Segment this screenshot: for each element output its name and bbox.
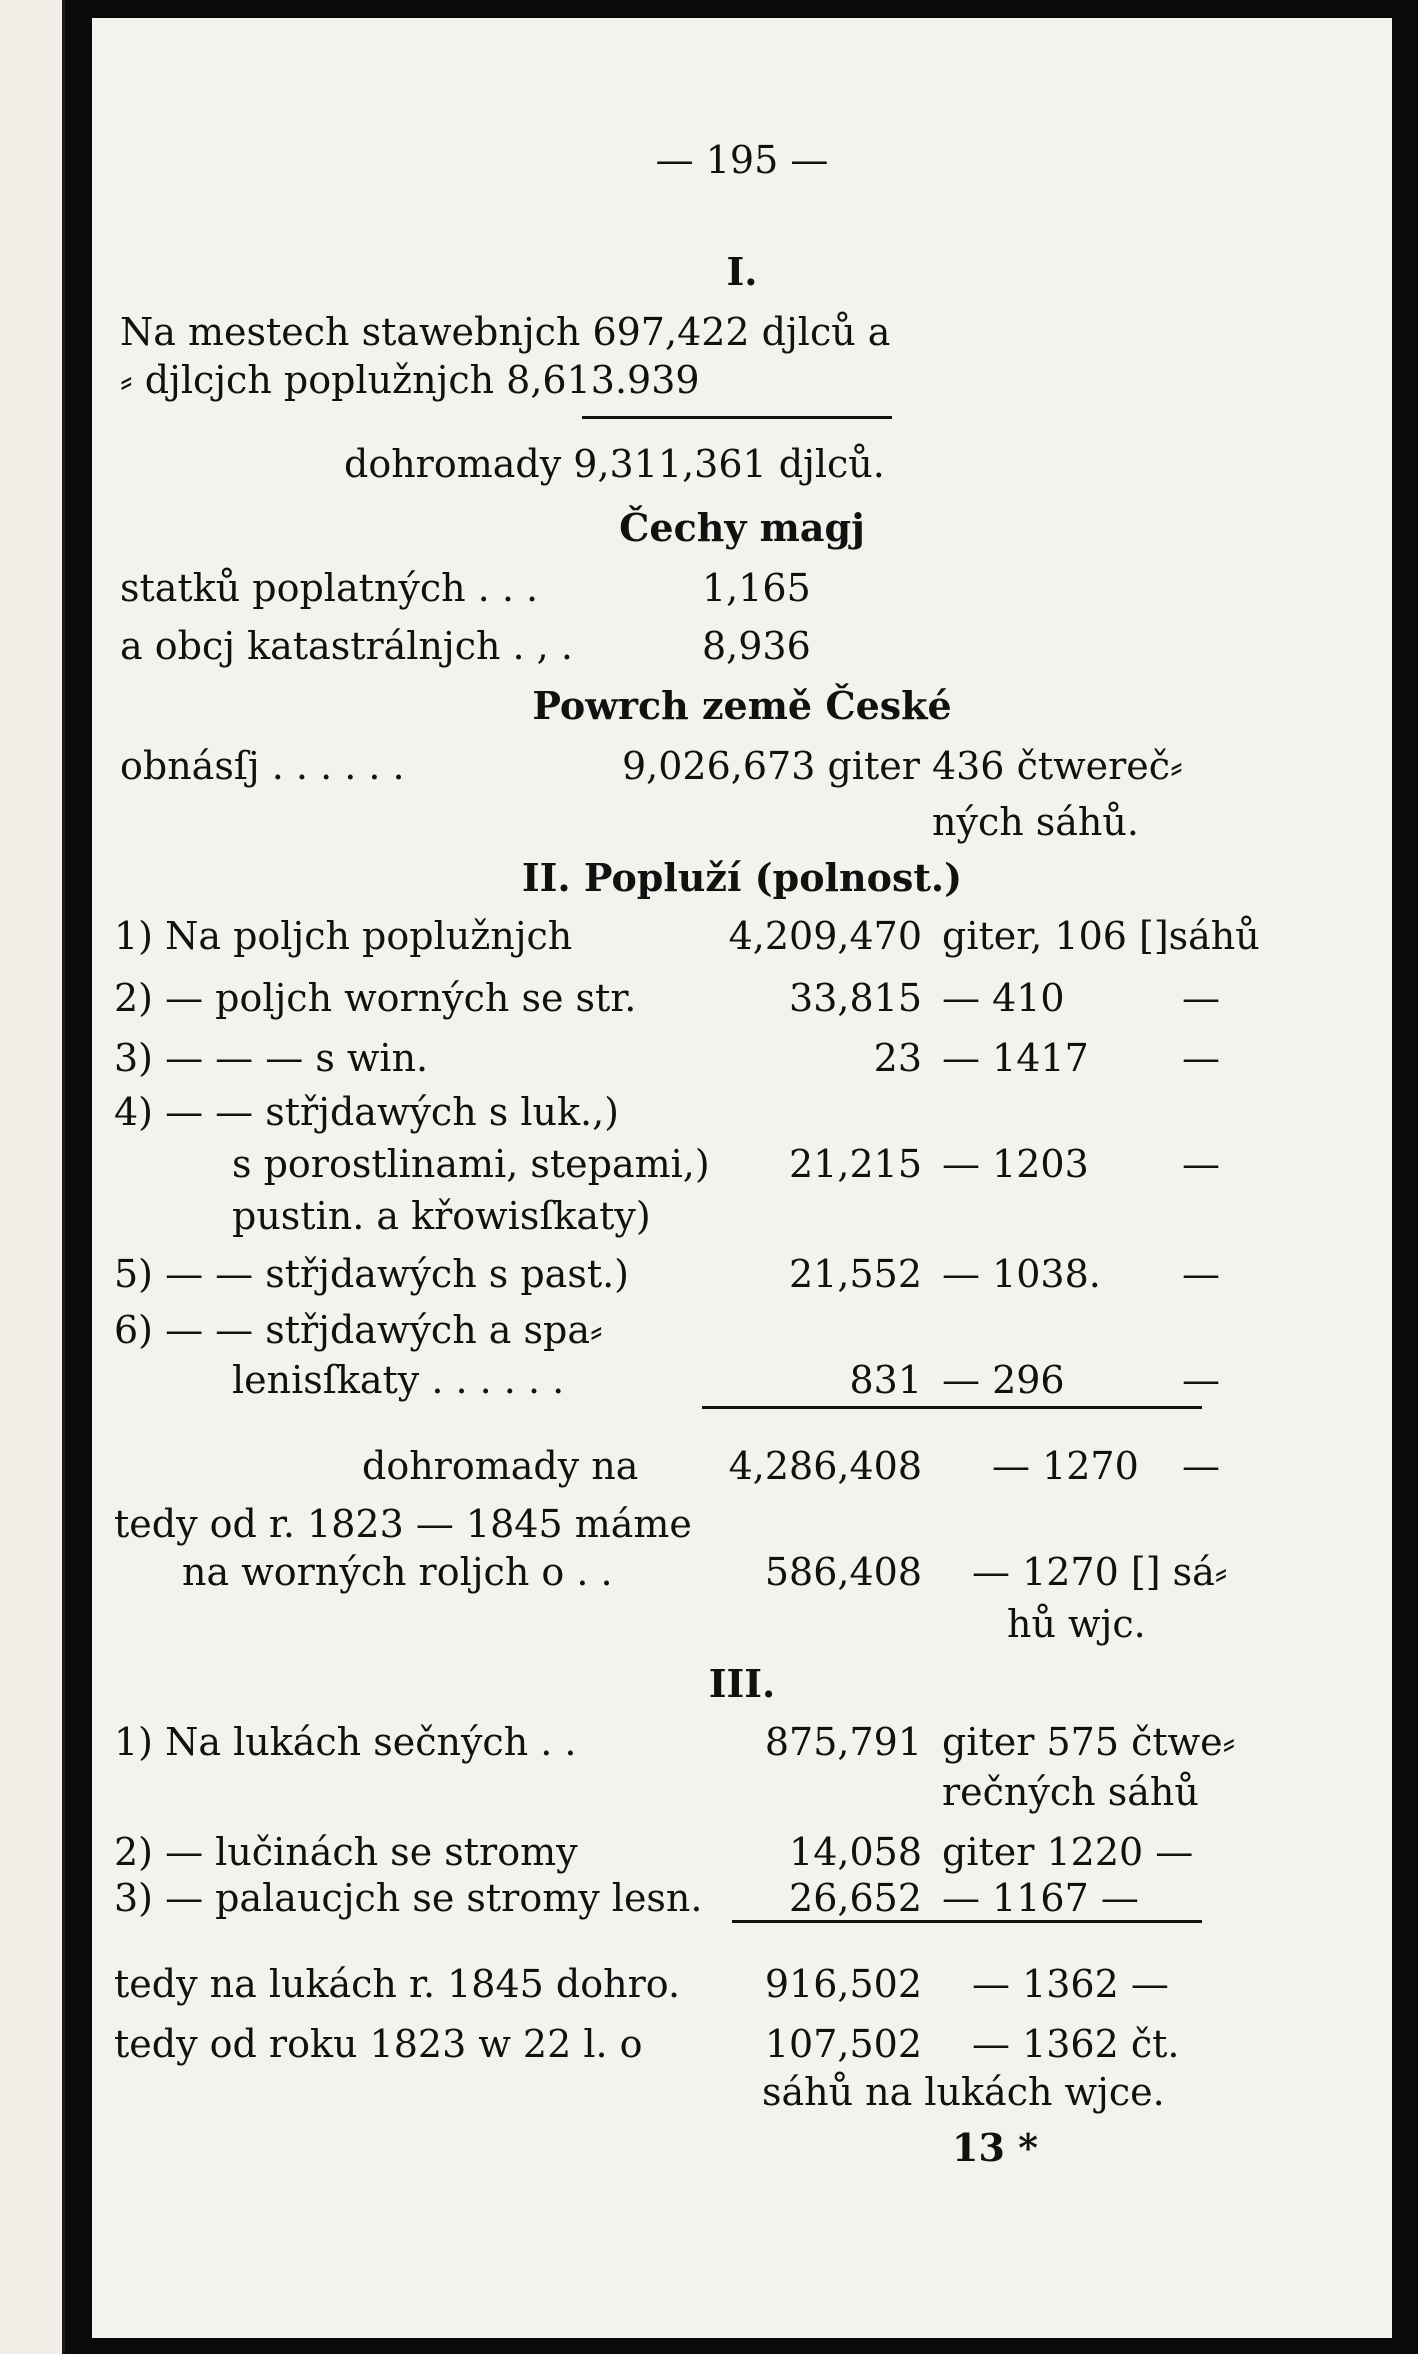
table-cell-value: — 1417 (942, 1036, 1089, 1080)
subheading: Čechy magj (619, 505, 865, 550)
row-value: 8,936 (702, 624, 811, 668)
row-value: 916,502 (764, 1962, 922, 2006)
row-value: 4,286,408 (728, 1444, 922, 1488)
row-value: 1,165 (702, 566, 811, 610)
row-value: 9,026,673 giter 436 čtwereč⸗ (622, 744, 1183, 788)
subheading: Powrch země České (532, 683, 952, 728)
text-line: tedy od r. 1823 — 1845 máme (114, 1502, 692, 1546)
table-row-label: 1) Na poljch poplužnjch (114, 914, 573, 958)
table-cell-value: 23 (873, 1036, 922, 1080)
row-label: a obcj katastrálnjch . , . (120, 624, 573, 668)
row-value: — 1270 [] sá⸗ (972, 1550, 1228, 1594)
table-row-label: 2) — poljch worných se str. (114, 976, 637, 1020)
table-cell-value: 26,652 (789, 1876, 922, 1920)
table-row-label: 5) — — střjdawých s past.) (114, 1252, 630, 1296)
table-cell-value: — (1182, 1036, 1220, 1080)
table-row-label: s porostlinami, stepami,) (232, 1142, 710, 1186)
previous-page-edge (0, 0, 65, 2354)
table-cell-value: — 1203 (942, 1142, 1089, 1186)
table-cell-value: — (1182, 976, 1220, 1020)
table-cell-value: 33,815 (789, 976, 922, 1020)
table-cell-value: — 410 (942, 976, 1065, 1020)
row-value: — (1182, 1444, 1220, 1488)
table-cell-value: giter 575 čtwe⸗ (942, 1720, 1236, 1764)
table-row-label: lenisſkaty . . . . . . (232, 1358, 565, 1402)
row-label: statků poplatných . . . (120, 566, 539, 610)
table-cell-value: 21,215 (789, 1142, 922, 1186)
row-value: — 1270 (992, 1444, 1139, 1488)
row-label: dohromady na (362, 1444, 639, 1488)
table-cell-value: — (1182, 1142, 1220, 1186)
text-line: Na mestech stawebnjch 697,422 djlců a (120, 310, 891, 354)
row-value: — 1362 — (972, 1962, 1169, 2006)
row-label: tedy od roku 1823 w 22 l. o (114, 2022, 643, 2066)
text-continuation: sáhů na lukách wjce. (762, 2070, 1165, 2114)
table-cell-value: giter, 106 []sáhů (942, 914, 1260, 958)
row-label: na worných roljch o . . (182, 1550, 613, 1594)
table-cell-value: giter 1220 — (942, 1830, 1194, 1874)
table-cell-value: — (1182, 1358, 1220, 1402)
section-heading-1: I. (726, 249, 758, 294)
text-continuation: hů wjc. (1007, 1602, 1146, 1646)
sum-rule (732, 1920, 1202, 1923)
row-value: — 1362 čt. (972, 2022, 1180, 2066)
table-cell-value: 21,552 (789, 1252, 922, 1296)
table-cell-value: — 1167 — (942, 1876, 1139, 1920)
row-value: 586,408 (764, 1550, 922, 1594)
table-row-label: 6) — — střjdawých a spa⸗ (114, 1308, 603, 1352)
table-cell-value: — (1182, 1252, 1220, 1296)
table-row-label: 2) — lučinách se stromy (114, 1830, 578, 1874)
table-row-label: pustin. a křowisſkaty) (232, 1194, 651, 1238)
table-row-label: 4) — — střjdawých s luk.,) (114, 1090, 619, 1134)
text-line: ⸗ djlcjch poplužnjch 8,613.939 (120, 358, 700, 402)
signature-mark: 13 * (952, 2125, 1038, 2170)
total-line: dohromady 9,311,361 djlců. (344, 442, 885, 486)
table-row-label: 1) Na lukách sečných . . (114, 1720, 577, 1764)
book-page (92, 18, 1392, 2338)
page-number: — 195 — (655, 138, 829, 182)
table-cell-value: 14,058 (789, 1830, 922, 1874)
table-cell-value: 4,209,470 (728, 914, 922, 958)
table-row-label: 3) — — — s win. (114, 1036, 429, 1080)
row-label: tedy na lukách r. 1845 dohro. (114, 1962, 681, 2006)
sum-rule (582, 416, 892, 419)
table-cell-value: 875,791 (764, 1720, 922, 1764)
table-cell-value: — 1038. (942, 1252, 1101, 1296)
section-heading-2: II. Popluží (polnost.) (521, 855, 963, 900)
row-label: obnásſj . . . . . . (120, 744, 405, 788)
table-cell-value: 831 (849, 1358, 922, 1402)
table-row-label: 3) — palaucjch se stromy lesn. (114, 1876, 703, 1920)
table-cell-value: rečných sáhů (942, 1770, 1199, 1814)
sum-rule (702, 1406, 1202, 1409)
section-heading-3: III. (708, 1661, 776, 1706)
text-continuation: ných sáhů. (932, 800, 1139, 844)
row-value: 107,502 (764, 2022, 922, 2066)
table-cell-value: — 296 (942, 1358, 1065, 1402)
